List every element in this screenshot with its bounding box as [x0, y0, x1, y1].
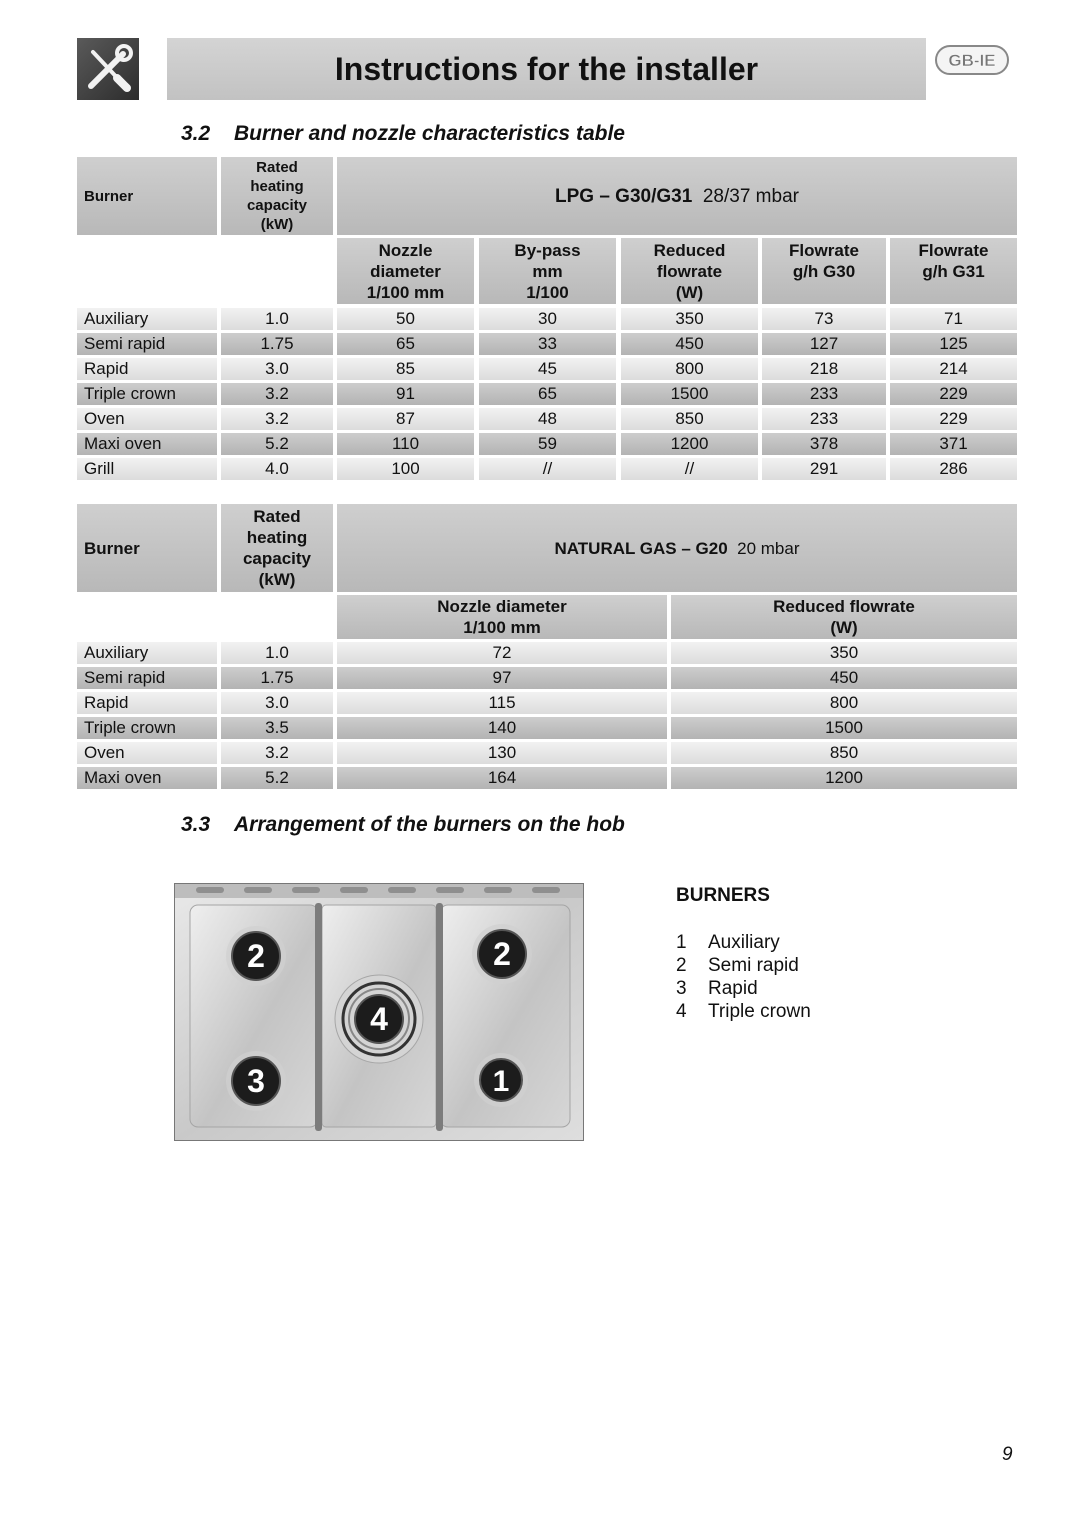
subheader-line: By-pass [514, 240, 581, 260]
table-cell: 140 [337, 717, 667, 739]
subheader-line: (W) [830, 618, 858, 637]
table-cell-burner-name: Triple crown [77, 717, 217, 739]
table-cell: 1500 [621, 383, 758, 405]
table-cell-burner-name: Grill [77, 458, 217, 480]
ng-gas-pressure: 20 mbar [737, 538, 800, 558]
capacity-header-line: heating [246, 528, 308, 547]
table-cell: 371 [890, 433, 1017, 455]
legend-item [676, 978, 758, 1000]
table-cell: 3.0 [221, 358, 333, 380]
table-cell: 233 [762, 408, 886, 430]
table-cell: 30 [479, 308, 616, 330]
capacity-header-line: (kW) [260, 216, 294, 233]
table-cell: 378 [762, 433, 886, 455]
lpg-gas-type: LPG – G30/G31 [555, 185, 693, 207]
subheader-line: flowrate [656, 261, 723, 281]
subheader-line: diameter [370, 261, 441, 281]
legend-number: 2 [676, 955, 687, 976]
ng-burner-header-label: Burner [84, 538, 140, 558]
table-cell: 71 [890, 308, 1017, 330]
table-cell-burner-name: Maxi oven [77, 767, 217, 789]
table-cell: 1200 [671, 767, 1017, 789]
table-cell: 100 [337, 458, 474, 480]
section-3-3-title: Arrangement of the burners on the hob [234, 813, 625, 836]
table-cell: 286 [890, 458, 1017, 480]
lpg-subheader-nozzle [337, 238, 474, 304]
table-cell: 229 [890, 408, 1017, 430]
table-cell: 229 [890, 383, 1017, 405]
table-cell: 1500 [671, 717, 1017, 739]
burner-3-bottom-left [226, 1051, 286, 1111]
subheader-line: Nozzle diameter [437, 597, 567, 616]
table-cell: 33 [479, 333, 616, 355]
table-cell: 127 [762, 333, 886, 355]
table-cell-burner-name: Rapid [77, 692, 217, 714]
lpg-capacity-header [221, 157, 333, 235]
table-cell: 5.2 [221, 767, 333, 789]
table-cell: 1.0 [221, 308, 333, 330]
table-cell: 87 [337, 408, 474, 430]
table-cell: // [621, 458, 758, 480]
table-cell: 850 [671, 742, 1017, 764]
subheader-line: 1/100 mm [463, 618, 541, 637]
section-3-2-number: 3.2 [181, 122, 211, 145]
ng-capacity-header [221, 504, 333, 592]
section-3-3-number: 3.3 [181, 813, 211, 836]
table-cell: 65 [337, 333, 474, 355]
capacity-header-line: heating [250, 178, 304, 195]
table-cell: 450 [671, 667, 1017, 689]
ng-gas-header [337, 504, 1017, 592]
subheader-line: g/h G30 [792, 262, 856, 281]
burners-legend-heading: BURNERS [676, 885, 770, 906]
capacity-header-line: capacity [246, 197, 308, 214]
table-cell-burner-name: Rapid [77, 358, 217, 380]
page-number: 9 [1002, 1444, 1013, 1465]
page-header-title: Instructions for the installer [334, 51, 759, 87]
table-cell: 3.2 [221, 383, 333, 405]
burner-2-top-right [472, 924, 532, 984]
subheader-line: g/h G31 [922, 262, 985, 281]
table-cell: 110 [337, 433, 474, 455]
capacity-header-line: Rated [256, 159, 298, 176]
table-cell: 65 [479, 383, 616, 405]
burner-1-bottom-right [474, 1053, 528, 1107]
subheader-line: Reduced [653, 240, 726, 260]
legend-label: Auxiliary [708, 932, 780, 953]
table-cell: 4.0 [221, 458, 333, 480]
capacity-header-line: capacity [242, 549, 312, 568]
legend-label: Rapid [708, 978, 758, 999]
legend-label: Semi rapid [708, 955, 799, 976]
burner-number-label: 1 [492, 1065, 510, 1098]
table-cell: 800 [671, 692, 1017, 714]
table-cell-burner-name: Auxiliary [77, 308, 217, 330]
table-cell: 3.2 [221, 742, 333, 764]
ng-subheader-reduced [671, 595, 1017, 639]
subheader-line: (W) [675, 282, 704, 302]
table-cell: 3.0 [221, 692, 333, 714]
table-cell: 1.75 [221, 333, 333, 355]
burner-2-top-left [226, 926, 286, 986]
burner-number-label: 2 [247, 938, 265, 974]
table-cell: 73 [762, 308, 886, 330]
burner-number-label: 2 [493, 936, 511, 972]
lpg-subheader-flow-g31 [890, 238, 1017, 304]
table-cell: 291 [762, 458, 886, 480]
table-cell: 1200 [621, 433, 758, 455]
burner-number-label: 3 [247, 1063, 265, 1099]
table-cell: 115 [337, 692, 667, 714]
table-cell: 3.2 [221, 408, 333, 430]
lpg-burner-header-label: Burner [84, 187, 134, 205]
hob-diagram [174, 883, 584, 1141]
lpg-burner-header [77, 157, 217, 235]
legend-number: 1 [676, 932, 687, 953]
wrench-screwdriver-icon [77, 38, 139, 100]
subheader-line: 1/100 [526, 282, 569, 302]
table-cell: 3.5 [221, 717, 333, 739]
table-cell-burner-name: Semi rapid [77, 667, 217, 689]
table-cell: 164 [337, 767, 667, 789]
section-3-2-title: Burner and nozzle characteristics table [234, 122, 625, 145]
table-cell: 50 [337, 308, 474, 330]
table-cell: 45 [479, 358, 616, 380]
legend-label: Triple crown [708, 1001, 811, 1022]
table-cell: 450 [621, 333, 758, 355]
table-cell-burner-name: Oven [77, 742, 217, 764]
table-cell: 214 [890, 358, 1017, 380]
table-cell: 125 [890, 333, 1017, 355]
table-cell: 72 [337, 642, 667, 664]
table-cell: 350 [621, 308, 758, 330]
table-cell: 91 [337, 383, 474, 405]
table-cell: 85 [337, 358, 474, 380]
ng-subheader-nozzle [337, 595, 667, 639]
legend-item [676, 955, 799, 977]
legend-number: 3 [676, 978, 687, 999]
table-cell: 350 [671, 642, 1017, 664]
capacity-header-line: (kW) [258, 570, 296, 589]
subheader-line: Flowrate [789, 241, 859, 260]
burner-number-label: 4 [370, 1001, 388, 1037]
subheader-line: mm [532, 261, 563, 281]
legend-item [676, 1001, 811, 1023]
ng-gas-type: NATURAL GAS – G20 [554, 538, 728, 558]
table-cell: 850 [621, 408, 758, 430]
region-badge [934, 44, 1010, 76]
table-cell: 59 [479, 433, 616, 455]
table-cell: 97 [337, 667, 667, 689]
legend-item [676, 932, 780, 954]
table-cell-burner-name: Triple crown [77, 383, 217, 405]
region-badge-label: GB-IE [948, 51, 996, 70]
ng-burner-header [77, 504, 217, 592]
lpg-subheader-bypass [479, 238, 616, 304]
table-cell: 233 [762, 383, 886, 405]
capacity-header-line: Rated [253, 507, 301, 526]
table-cell: 1.75 [221, 667, 333, 689]
table-cell: 48 [479, 408, 616, 430]
lpg-subheader-flow-g30 [762, 238, 886, 304]
table-cell: 5.2 [221, 433, 333, 455]
table-cell: // [479, 458, 616, 480]
table-cell-burner-name: Semi rapid [77, 333, 217, 355]
table-cell-burner-name: Maxi oven [77, 433, 217, 455]
subheader-line: Flowrate [918, 241, 989, 260]
table-cell: 1.0 [221, 642, 333, 664]
lpg-subheader-reduced [621, 238, 758, 304]
table-cell: 218 [762, 358, 886, 380]
subheader-line: Reduced flowrate [773, 597, 915, 616]
table-cell-burner-name: Oven [77, 408, 217, 430]
subheader-line: Nozzle [378, 240, 433, 260]
lpg-gas-pressure: 28/37 mbar [702, 185, 799, 207]
legend-number: 4 [676, 1001, 687, 1022]
subheader-line: 1/100 mm [366, 282, 445, 302]
burner-4-center [335, 975, 423, 1063]
table-cell-burner-name: Auxiliary [77, 642, 217, 664]
lpg-gas-header [337, 157, 1017, 235]
table-cell: 130 [337, 742, 667, 764]
table-cell: 800 [621, 358, 758, 380]
